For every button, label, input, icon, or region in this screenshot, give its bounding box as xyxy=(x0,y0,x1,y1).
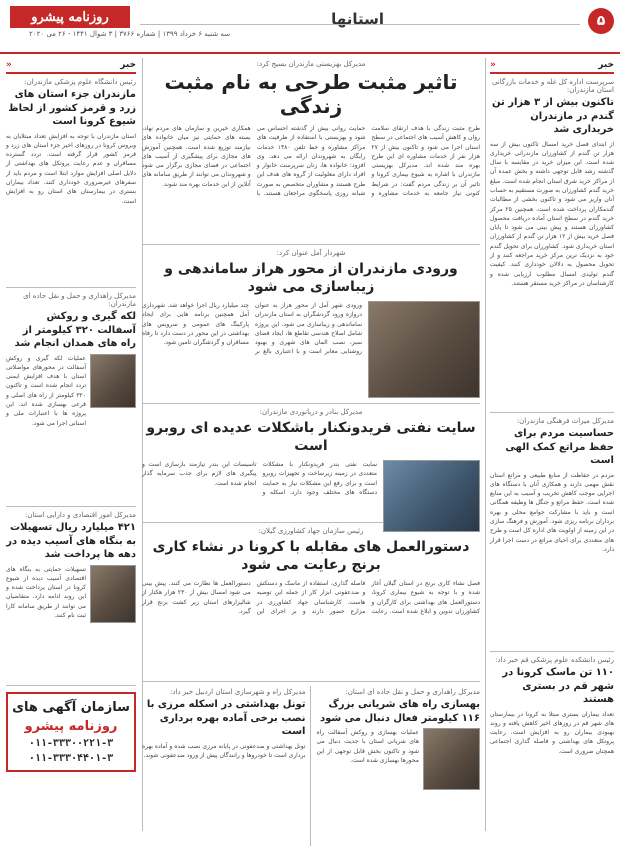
ad-phone: ۰۱۱-۳۳۳۰۴۴۰۱-۳ xyxy=(28,753,114,764)
official-photo xyxy=(383,460,480,532)
story-fereydunkenar xyxy=(142,408,480,523)
headline: لکه گیری و روکش آسفالت ۳۲۰ کیلومتر از راه های همدان انجام شد xyxy=(14,311,136,349)
bottom-stories xyxy=(142,686,480,846)
headline: تاکنون بیش از ۳ هزار تن گندم در مازندران خریداری شد xyxy=(492,97,614,135)
article-body: ورودی شهر آمل از محور هراز به عنوان دروازه ورود گردشگران به استان مازندران ساماندهی و زیباسازی می شود. این پروژه شامل اصلاح هندسی تقاطع ها، ایجاد فضای سبز، نصب المان های شهری و بهبود روشنایی معابر است و با اعتباری بالغ بر چند میلیارد ریال اجرا خواهد شد. شهرداری آمل همچنین برنامه هایی برای ایجاد پارکینگ های عمومی و سرویس های بهداشتی در این محور در دست دارد تا رفاه مسافران و گردشگران تامین شود. xyxy=(142,302,362,356)
article-body: تعداد بیماران بستری مبتلا به کرونا در بیمارستان های شهر قم در روزهای اخیر کاهش یافته و روند بهبودی بیماران رو به افزایش است. رعایت پروتکل های بهداشتی و فاصله گذاری اجتماعی همچنان ضروری است. xyxy=(490,710,614,755)
headline: بهسازی راه های شریانی بزرگ ۱۱۶ کیلومتر فعال دنبال می شود xyxy=(319,699,480,724)
article-body: مردم در حفاظت از منابع طبیعی و مراتع استان نقش مهمی دارند و همکاری آنان با دستگاه های اجرایی موجب کاهش تخریب و آسیب به این منابع شده است. حفظ مراتع و جنگل ها وظیفه همگانی است و باید با مشارکت جوامع محلی و بهره برداران برنامه ریزی شود. آموزش و فرهنگ سازی در این زمینه از اولویت های اداره کل است و طرح های متعددی برای احیای مراتع در دست اجرا قرار دارد. xyxy=(490,471,614,553)
story-qom xyxy=(490,656,614,810)
kicker: مدیرکل امور اقتصادی و دارایی استان: xyxy=(25,511,136,519)
page-number: ۵ xyxy=(588,8,614,34)
arrow-icon: « xyxy=(490,60,496,70)
article-body: عملیات لکه گیری و روکش آسفالت در محورهای مواصلاتی استان با هدف افزایش ایمنی تردد انجام شده است و تاکنون ۳۲۰ کیلومتر از راه های اصلی و فرعی بهسازی شده اند. این پروژه ها با اعتبارات ملی و استانی اجرا می شود. xyxy=(6,354,86,427)
article-body: طرح مثبت زندگی با هدف ارتقای سلامت روان و کاهش آسیب های اجتماعی در سطح استان اجرا می شود و تاکنون بیش از ۲۷ هزار نفر از خدمات مشاوره ای این طرح بهره مند شده اند. مدیرکل بهزیستی مازندران با اشاره به شیوع بیماری کرونا و تاثیر آن بر زندگی مردم گفت: در شرایط کنونی نیاز جامعه به خدمات مشاوره و حمایت روانی بیش از گذشته احساس می شود و بهزیستی با استفاده از ظرفیت های مراکز مشاوره و خط تلفن ۱۴۸۰ خدمات رایگان به شهروندان ارائه می دهد. وی افزود: خانواده ها، زنان سرپرست خانوار و افراد دارای معلولیت از گروه های هدف این طرح هستند و مشاوران متخصص به صورت شبانه روزی پاسخگوی مراجعان هستند. با همکاری خیرین و سازمان های مردم نهاد، بسته های حمایتی نیز میان خانواده های نیازمند توزیع شده است. همچنین آموزش های مجازی برای پیشگیری از آسیب های اجتماعی در فضای مجازی برگزار می شود و شهروندان می توانند از طریق سامانه های آنلاین از این خدمات بهره مند شوند. xyxy=(142,125,480,198)
middle-column xyxy=(142,58,480,831)
headline: دستورالعمل های مقابله با کرونا در نشاء کاری برنج رعایت می شود xyxy=(152,539,470,573)
story-amol xyxy=(142,249,480,404)
official-photo xyxy=(90,354,136,408)
advertising-box xyxy=(6,692,136,772)
dateline: سه شنبه ۶ خرداد ۱۳۹۹ | شماره ۳۷۶۶ | ۳ شوال ۱۴۴۱ - ۲۶ می ۲۰۲۰ xyxy=(29,30,230,38)
news-label: خبر xyxy=(120,60,136,70)
story-loans xyxy=(6,511,136,686)
newspaper-logo: روزنامه پیشرو xyxy=(10,6,130,28)
kicker: مدیرکل راهداری و حمل و نقل جاده ای مازندران: xyxy=(23,292,136,308)
story-rice xyxy=(142,527,480,682)
column-divider xyxy=(485,58,486,831)
headline: ۴۲۱ میلیارد ریال تسهیلات به بنگاه های آسیب دیده در دهه ها پرداخت شد xyxy=(6,522,136,560)
page-header xyxy=(0,0,620,54)
kicker: رئیس دانشگاه علوم پزشکی مازندران: xyxy=(24,78,136,86)
kicker: سرپرست اداره کل غله و خدمات بازرگانی استان مازندران: xyxy=(492,78,614,94)
story-pastures xyxy=(490,417,614,652)
ad-title: سازمان آگهی های xyxy=(12,700,130,715)
article-body: از ابتدای فصل خرید امسال تاکنون بیش از سه هزار تن گندم از کشاورزان مازندرانی خریداری شده است. این میزان خرید در مقایسه با سال گذشته رشد قابل توجهی داشته و بخش عمده آن از مراکز خرید شرق استان انجام شده است. مبلغ خرید گندم کشاورزان به صورت مستقیم به حساب آنان واریز می شود و تاکنون بخشی از مطالبات گندمکاران پرداخت شده است. همچنین ۲۵ مرکز خرید گندم در سطح استان آماده دریافت محصول کشاورزان هستند و پیش بینی می شود تا پایان فصل خرید بیش از ۱۲ هزار تن گندم از کشاورزان استان خریداری شود. کشاورزان برای تحویل گندم خود به نزدیک ترین مرکز خرید مراجعه کنند و از تحویل محصول به دلالان خودداری کنند. کیفیت گندم تولیدی امسال مطلوب ارزیابی شده و کارشناسان در مراکز خرید مستقر هستند. xyxy=(490,140,614,287)
story-wheat xyxy=(490,78,614,413)
left-column xyxy=(6,58,136,831)
article-body: سایت نفتی بندر فریدونکنار با مشکلات متعددی در زمینه زیرساخت و تجهیزات روبرو است و برای رفع این مشکلات نیاز به حمایت دستگاه های مختلف وجود دارد. اسکله و تاسیسات این بندر نیازمند بازسازی است و پیگیری های لازم برای جذب سرمایه گذار انجام شده است. xyxy=(142,461,377,496)
ad-phone: ۰۱۱-۳۳۳۰۰۲۲۱-۳ xyxy=(28,738,114,749)
article-body: فصل نشاء کاری برنج در استان گیلان آغاز شده و با توجه به شیوع بیماری کرونا، دستورالعمل های بهداشتی برای کارگران و کشاورزان تدوین و ابلاغ شده است. رعایت فاصله گذاری، استفاده از ماسک و دستکش و ضدعفونی ابزار کار از جمله این توصیه هاست. کارشناسان جهاد کشاورزی در مزارع حضور دارند و بر اجرای این دستورالعمل ها نظارت می کنند. پیش بینی می شود امسال بیش از ۲۳۰ هزار هکتار از شالیزارهای استان زیر کشت برنج قرار گیرد. xyxy=(142,580,480,615)
kicker: رئیس دانشکده علوم پزشکی قم خبر داد: xyxy=(495,656,614,664)
kicker: رئیس سازمان جهاد کشاورزی گیلان: xyxy=(258,527,364,535)
news-label: خبر xyxy=(598,60,614,70)
arrow-icon: « xyxy=(6,60,12,70)
story-roads xyxy=(317,686,481,846)
kicker: مدیرکل میراث فرهنگی مازندران: xyxy=(516,417,614,425)
kicker: مدیرکل راهداری و حمل و نقل جاده ای استان: xyxy=(345,688,480,696)
headline: حساسیت مردم برای حفظ مراتع کمک الهی است xyxy=(505,428,614,466)
lead-headline: تاثیر مثبت طرحی به نام مثبت زندگی xyxy=(164,70,458,118)
article-body: عملیات بهسازی و روکش آسفالت راه های شریانی استان با جدیت دنبال می شود و تاکنون بخش قابل توجهی از این محورها بهسازی شده است. xyxy=(316,729,419,764)
official-photo xyxy=(423,728,480,790)
headline: ورودی مازندران از محور هراز ساماندهی و زیباسازی می شود xyxy=(164,261,458,295)
headline: مازندران جزء استان های زرد و قرمز کشور از لحاظ شیوع کرونا است xyxy=(8,89,136,127)
headline: ۱۱۰ تن ماسک کرونا در شهر قم در بستری هستند xyxy=(502,667,614,705)
kicker: شهردار آمل عنوان کرد: xyxy=(276,249,346,257)
article-body: استان مازندران با توجه به افزایش تعداد مبتلایان به ویروس کرونا در روزهای اخیر جزء استان های زرد و قرمز کشور قرار گرفته است. تردد گسترده مسافران و عدم رعایت پروتکل های بهداشتی از دلایل اصلی افزایش موارد ابتلا است و مردم باید از سفرهای غیرضروری خودداری کنند. تعداد بیماران بستری در بیمارستان های استان رو به افزایش است. xyxy=(6,132,136,205)
headline: تونل بهداشتی در اسکله مرزی با نصب برخی آماده بهره برداری است xyxy=(146,699,306,737)
story-asphalt xyxy=(6,292,136,507)
story-corona-zone xyxy=(6,78,136,288)
article-body: تسهیلات حمایتی به بنگاه های اقتصادی آسیب دیده از شیوع کرونا در استان پرداخت شده و این روند ادامه دارد. متقاضیان می توانند از طریق سامانه کارا ثبت نام کنند. xyxy=(6,565,86,619)
right-column xyxy=(490,58,614,831)
lead-story xyxy=(142,60,480,245)
official-photo xyxy=(90,565,136,623)
headline: سایت نفتی فریدونکنار باشکلات عدیده ای روبرو است xyxy=(146,420,476,454)
news-bar xyxy=(490,58,614,74)
mayor-photo xyxy=(368,301,480,398)
article-body: تونل بهداشتی و ضدعفونی در پایانه مرزی نصب شده و آماده بهره برداری است تا خودروها و رانندگان پیش از ورود ضدعفونی شوند. xyxy=(142,742,306,759)
kicker: مدیرکل بنادر و دریانوردی مازندران: xyxy=(259,408,363,416)
kicker: مدیرکل بهزیستی مازندران بسیج کرد: xyxy=(256,60,366,68)
ad-brand: روزنامه پیشرو xyxy=(24,719,118,734)
section-title: استانها xyxy=(331,10,384,28)
kicker: مدیرکل راه و شهرسازی استان اردبیل خبر داد: xyxy=(170,688,306,696)
header-rule xyxy=(140,24,580,25)
news-bar xyxy=(6,58,136,74)
story-tunnel xyxy=(142,686,311,846)
